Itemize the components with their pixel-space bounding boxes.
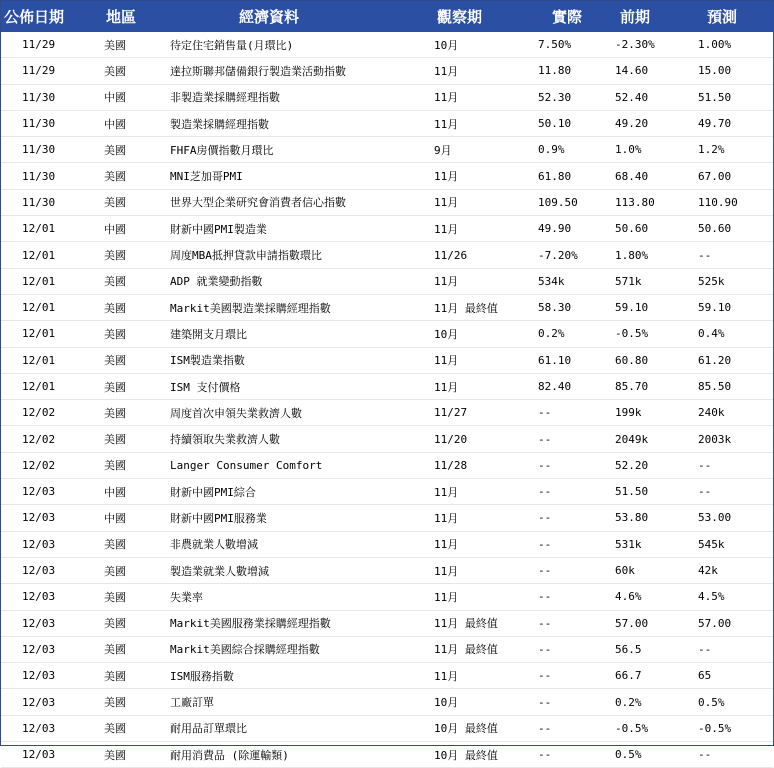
table-row bbox=[1, 505, 773, 531]
cell-forecast: 1.00% bbox=[698, 38, 732, 52]
cell-forecast: -- bbox=[698, 485, 712, 499]
cell-previous: 51.50 bbox=[615, 485, 649, 499]
cell-period: 11月 bbox=[434, 564, 459, 578]
cell-period: 9月 bbox=[434, 143, 452, 157]
cell-indicator: Markit美國服務業採購經理指數 bbox=[170, 617, 331, 631]
cell-indicator: 工廠訂單 bbox=[170, 696, 214, 710]
cell-actual: 58.30 bbox=[538, 301, 572, 315]
cell-previous: 1.80% bbox=[615, 248, 649, 262]
table-row bbox=[1, 557, 773, 583]
cell-period: 11月 bbox=[434, 117, 459, 131]
cell-actual: 0.9% bbox=[538, 143, 565, 157]
cell-date: 11/29 bbox=[22, 64, 56, 78]
cell-actual: -- bbox=[538, 669, 552, 683]
cell-actual: -- bbox=[538, 511, 552, 525]
cell-region: 中國 bbox=[104, 222, 126, 236]
cell-indicator: 非製造業採購經理指數 bbox=[170, 91, 280, 105]
cell-date: 12/03 bbox=[22, 669, 56, 683]
cell-previous: 68.40 bbox=[615, 169, 649, 183]
table-row bbox=[1, 84, 773, 110]
cell-forecast: 15.00 bbox=[698, 64, 732, 78]
cell-region: 美國 bbox=[104, 617, 126, 631]
cell-forecast: 525k bbox=[698, 274, 725, 288]
header-row bbox=[1, 1, 773, 32]
table-row bbox=[1, 584, 773, 610]
cell-indicator: 財新中國PMI服務業 bbox=[170, 511, 267, 525]
cell-period: 11月 最終值 bbox=[434, 617, 498, 631]
cell-period: 11月 bbox=[434, 590, 459, 604]
cell-indicator: ISM製造業指數 bbox=[170, 354, 245, 368]
cell-date: 12/03 bbox=[22, 485, 56, 499]
cell-region: 美國 bbox=[104, 406, 126, 420]
cell-region: 美國 bbox=[104, 722, 126, 736]
cell-indicator: 製造業就業人數增減 bbox=[170, 564, 269, 578]
table-row bbox=[1, 137, 773, 163]
cell-region: 美國 bbox=[104, 64, 126, 78]
cell-actual: 109.50 bbox=[538, 195, 578, 209]
cell-date: 11/30 bbox=[22, 169, 56, 183]
cell-date: 12/03 bbox=[22, 642, 56, 656]
cell-previous: 66.7 bbox=[615, 669, 642, 683]
table-row bbox=[1, 321, 773, 347]
table-row bbox=[1, 32, 773, 58]
cell-indicator: 待定住宅銷售量(月環比) bbox=[170, 38, 294, 52]
cell-indicator: 周度首次申領失業救濟人數 bbox=[170, 406, 302, 420]
cell-forecast: 240k bbox=[698, 406, 725, 420]
table-row bbox=[1, 479, 773, 505]
cell-period: 10月 最終值 bbox=[434, 722, 498, 736]
cell-date: 12/03 bbox=[22, 590, 56, 604]
cell-indicator: Markit美國製造業採購經理指數 bbox=[170, 301, 331, 315]
cell-actual: -- bbox=[538, 642, 552, 656]
cell-date: 12/03 bbox=[22, 537, 56, 551]
cell-indicator: 建築開支月環比 bbox=[170, 327, 247, 341]
cell-period: 10月 bbox=[434, 38, 459, 52]
table-header bbox=[1, 1, 773, 32]
cell-actual: -- bbox=[538, 748, 552, 762]
cell-actual: -- bbox=[538, 590, 552, 604]
cell-region: 中國 bbox=[104, 485, 126, 499]
table-row bbox=[1, 373, 773, 399]
cell-date: 12/03 bbox=[22, 564, 56, 578]
cell-indicator: ISM 支付價格 bbox=[170, 380, 241, 394]
cell-date: 12/03 bbox=[22, 695, 56, 709]
table-row bbox=[1, 268, 773, 294]
cell-previous: -0.5% bbox=[615, 721, 649, 735]
cell-period: 11月 bbox=[434, 170, 459, 184]
cell-forecast: 53.00 bbox=[698, 511, 732, 525]
cell-forecast: 51.50 bbox=[698, 90, 732, 104]
table-row bbox=[1, 189, 773, 215]
cell-previous: 2049k bbox=[615, 432, 649, 446]
cell-forecast: 85.50 bbox=[698, 380, 732, 393]
cell-actual: 61.80 bbox=[538, 169, 572, 183]
cell-period: 11月 最終值 bbox=[434, 301, 498, 315]
cell-period: 11月 bbox=[434, 538, 459, 552]
cell-region: 美國 bbox=[104, 433, 126, 447]
table-row bbox=[1, 663, 773, 689]
cell-indicator: 非農就業人數增減 bbox=[170, 538, 258, 552]
cell-indicator: MNI芝加哥PMI bbox=[170, 170, 243, 184]
cell-date: 11/30 bbox=[22, 195, 56, 209]
table-row bbox=[1, 426, 773, 452]
cell-period: 11月 bbox=[434, 511, 459, 525]
table-row bbox=[1, 347, 773, 373]
cell-period: 11月 bbox=[434, 64, 459, 78]
cell-period: 11月 bbox=[434, 222, 459, 236]
cell-forecast: 50.60 bbox=[698, 222, 732, 236]
cell-forecast: 42k bbox=[698, 564, 718, 578]
cell-date: 12/01 bbox=[22, 327, 56, 341]
cell-forecast: 0.5% bbox=[698, 695, 725, 709]
cell-region: 美國 bbox=[104, 564, 126, 578]
cell-actual: 52.30 bbox=[538, 90, 572, 104]
cell-indicator: 耐用品訂單環比 bbox=[170, 722, 247, 736]
cell-period: 11月 bbox=[434, 380, 459, 394]
cell-region: 中國 bbox=[104, 91, 126, 105]
cell-region: 美國 bbox=[104, 301, 126, 315]
cell-actual: -7.20% bbox=[538, 248, 578, 262]
cell-forecast: 67.00 bbox=[698, 169, 732, 183]
table-row bbox=[1, 742, 773, 768]
cell-date: 11/30 bbox=[22, 143, 56, 157]
cell-date: 12/02 bbox=[22, 406, 56, 420]
cell-previous: 113.80 bbox=[615, 195, 655, 209]
cell-region: 美國 bbox=[104, 459, 126, 473]
cell-indicator: FHFA房價指數月環比 bbox=[170, 143, 274, 157]
table-row bbox=[1, 610, 773, 636]
cell-actual: -- bbox=[538, 616, 552, 630]
cell-forecast: 65 bbox=[698, 669, 712, 683]
cell-period: 11月 bbox=[434, 669, 459, 683]
cell-region: 中國 bbox=[104, 511, 126, 525]
cell-date: 12/03 bbox=[22, 748, 56, 762]
table-row bbox=[1, 294, 773, 320]
cell-region: 美國 bbox=[104, 590, 126, 604]
cell-previous: 531k bbox=[615, 537, 642, 551]
cell-period: 11月 bbox=[434, 91, 459, 105]
cell-previous: 60.80 bbox=[615, 353, 649, 367]
cell-region: 美國 bbox=[104, 696, 126, 710]
cell-region: 美國 bbox=[104, 643, 126, 657]
table-row bbox=[1, 715, 773, 741]
cell-previous: 52.20 bbox=[615, 458, 649, 472]
cell-region: 美國 bbox=[104, 354, 126, 368]
cell-region: 美國 bbox=[104, 38, 126, 52]
cell-indicator: ADP 就業變動指數 bbox=[170, 275, 263, 289]
cell-date: 11/30 bbox=[22, 117, 56, 131]
cell-indicator: 財新中國PMI製造業 bbox=[170, 222, 267, 236]
header-region: 地區 bbox=[101, 1, 167, 32]
cell-indicator: 製造業採購經理指數 bbox=[170, 117, 269, 131]
cell-previous: 85.70 bbox=[615, 380, 649, 393]
cell-date: 12/03 bbox=[22, 511, 56, 525]
cell-previous: -2.30% bbox=[615, 38, 655, 52]
cell-actual: -- bbox=[538, 485, 552, 499]
header-indicator: 經濟資料 bbox=[167, 1, 428, 32]
cell-date: 12/01 bbox=[22, 301, 56, 315]
cell-actual: -- bbox=[538, 406, 552, 420]
cell-forecast: -- bbox=[698, 642, 712, 656]
cell-previous: 0.5% bbox=[615, 748, 642, 762]
cell-actual: -- bbox=[538, 537, 552, 551]
cell-actual: -- bbox=[538, 564, 552, 578]
cell-previous: 0.2% bbox=[615, 695, 642, 709]
cell-previous: 60k bbox=[615, 564, 635, 578]
cell-forecast: 545k bbox=[698, 537, 725, 551]
table-row bbox=[1, 110, 773, 136]
cell-date: 12/01 bbox=[22, 353, 56, 367]
cell-period: 11/27 bbox=[434, 406, 468, 420]
cell-indicator: 持續領取失業救濟人數 bbox=[170, 433, 280, 447]
cell-actual: 50.10 bbox=[538, 117, 572, 131]
cell-actual: 534k bbox=[538, 274, 565, 288]
cell-period: 10月 最終值 bbox=[434, 748, 498, 762]
cell-date: 12/02 bbox=[22, 458, 56, 472]
cell-previous: 1.0% bbox=[615, 143, 642, 157]
cell-actual: 61.10 bbox=[538, 353, 572, 367]
header-date: 公佈日期 bbox=[1, 1, 101, 32]
cell-actual: 11.80 bbox=[538, 64, 572, 78]
cell-date: 12/01 bbox=[22, 274, 56, 288]
cell-region: 美國 bbox=[104, 143, 126, 157]
cell-forecast: 59.10 bbox=[698, 301, 732, 315]
header-forecast: 預測 bbox=[695, 1, 773, 32]
cell-forecast: -0.5% bbox=[698, 721, 732, 735]
cell-indicator: ISM服務指數 bbox=[170, 669, 234, 683]
cell-date: 12/02 bbox=[22, 432, 56, 446]
cell-region: 中國 bbox=[104, 117, 126, 131]
cell-date: 12/03 bbox=[22, 616, 56, 630]
cell-period: 11月 bbox=[434, 485, 459, 499]
cell-previous: 14.60 bbox=[615, 64, 649, 78]
header-previous: 前期 bbox=[614, 1, 695, 32]
cell-indicator: 財新中國PMI綜合 bbox=[170, 485, 256, 499]
cell-forecast: -- bbox=[698, 248, 712, 262]
cell-forecast: 2003k bbox=[698, 432, 732, 446]
cell-previous: 199k bbox=[615, 406, 642, 420]
cell-forecast: -- bbox=[698, 458, 712, 472]
table-row bbox=[1, 452, 773, 478]
header-period: 觀察期 bbox=[428, 1, 536, 32]
cell-previous: 59.10 bbox=[615, 301, 649, 315]
cell-previous: 4.6% bbox=[615, 590, 642, 604]
cell-actual: 49.90 bbox=[538, 222, 572, 236]
cell-period: 11/20 bbox=[434, 432, 468, 446]
cell-date: 12/01 bbox=[22, 380, 56, 393]
cell-forecast: 57.00 bbox=[698, 616, 732, 630]
cell-previous: 53.80 bbox=[615, 511, 649, 525]
cell-actual: 82.40 bbox=[538, 380, 572, 393]
cell-forecast: 61.20 bbox=[698, 353, 732, 367]
cell-indicator: 世界大型企業研究會消費者信心指數 bbox=[170, 196, 346, 210]
cell-forecast: 110.90 bbox=[698, 195, 738, 209]
cell-date: 12/03 bbox=[22, 721, 56, 735]
cell-previous: 49.20 bbox=[615, 117, 649, 131]
cell-period: 10月 bbox=[434, 327, 459, 341]
cell-region: 美國 bbox=[104, 748, 126, 762]
header-actual: 實際 bbox=[536, 1, 614, 32]
cell-region: 美國 bbox=[104, 275, 126, 289]
cell-period: 11/28 bbox=[434, 458, 468, 472]
table-row bbox=[1, 689, 773, 715]
table-body bbox=[1, 32, 773, 768]
economic-calendar-table bbox=[1, 1, 773, 768]
table-row bbox=[1, 400, 773, 426]
cell-period: 11月 bbox=[434, 354, 459, 368]
cell-period: 11月 bbox=[434, 275, 459, 289]
cell-forecast: 49.70 bbox=[698, 117, 732, 131]
cell-period: 11/26 bbox=[434, 248, 468, 262]
cell-region: 美國 bbox=[104, 538, 126, 552]
table-row bbox=[1, 636, 773, 662]
cell-actual: -- bbox=[538, 721, 552, 735]
cell-previous: 52.40 bbox=[615, 90, 649, 104]
cell-region: 美國 bbox=[104, 170, 126, 184]
cell-indicator: Markit美國綜合採購經理指數 bbox=[170, 643, 320, 657]
table-row bbox=[1, 242, 773, 268]
cell-previous: 56.5 bbox=[615, 642, 642, 656]
cell-previous: 50.60 bbox=[615, 222, 649, 236]
cell-previous: 57.00 bbox=[615, 616, 649, 630]
cell-period: 11月 bbox=[434, 196, 459, 210]
cell-region: 美國 bbox=[104, 669, 126, 683]
table-row bbox=[1, 216, 773, 242]
cell-actual: -- bbox=[538, 432, 552, 446]
cell-actual: 7.50% bbox=[538, 38, 572, 52]
cell-forecast: 4.5% bbox=[698, 590, 725, 604]
cell-actual: 0.2% bbox=[538, 327, 565, 341]
cell-indicator: 耐用消費品 (除運輸類) bbox=[170, 748, 289, 762]
cell-actual: -- bbox=[538, 458, 552, 472]
cell-actual: -- bbox=[538, 695, 552, 709]
cell-period: 10月 bbox=[434, 696, 459, 710]
cell-date: 11/30 bbox=[22, 90, 56, 104]
cell-indicator: 周度MBA抵押貸款申請指數環比 bbox=[170, 249, 322, 263]
cell-region: 美國 bbox=[104, 380, 126, 394]
cell-region: 美國 bbox=[104, 327, 126, 341]
cell-previous: 571k bbox=[615, 274, 642, 288]
cell-indicator: 失業率 bbox=[170, 590, 203, 604]
cell-period: 11月 最終值 bbox=[434, 643, 498, 657]
cell-indicator: Langer Consumer Comfort bbox=[170, 458, 323, 472]
cell-forecast: -- bbox=[698, 748, 712, 762]
cell-forecast: 1.2% bbox=[698, 143, 725, 157]
cell-date: 12/01 bbox=[22, 222, 56, 236]
cell-forecast: 0.4% bbox=[698, 327, 725, 341]
cell-region: 美國 bbox=[104, 196, 126, 210]
table-row bbox=[1, 163, 773, 189]
cell-date: 11/29 bbox=[22, 38, 56, 52]
table-row bbox=[1, 531, 773, 557]
cell-date: 12/01 bbox=[22, 248, 56, 262]
cell-indicator: 達拉斯聯邦儲備銀行製造業活動指數 bbox=[170, 64, 346, 78]
cell-previous: -0.5% bbox=[615, 327, 649, 341]
table-row bbox=[1, 58, 773, 84]
cell-region: 美國 bbox=[104, 249, 126, 263]
